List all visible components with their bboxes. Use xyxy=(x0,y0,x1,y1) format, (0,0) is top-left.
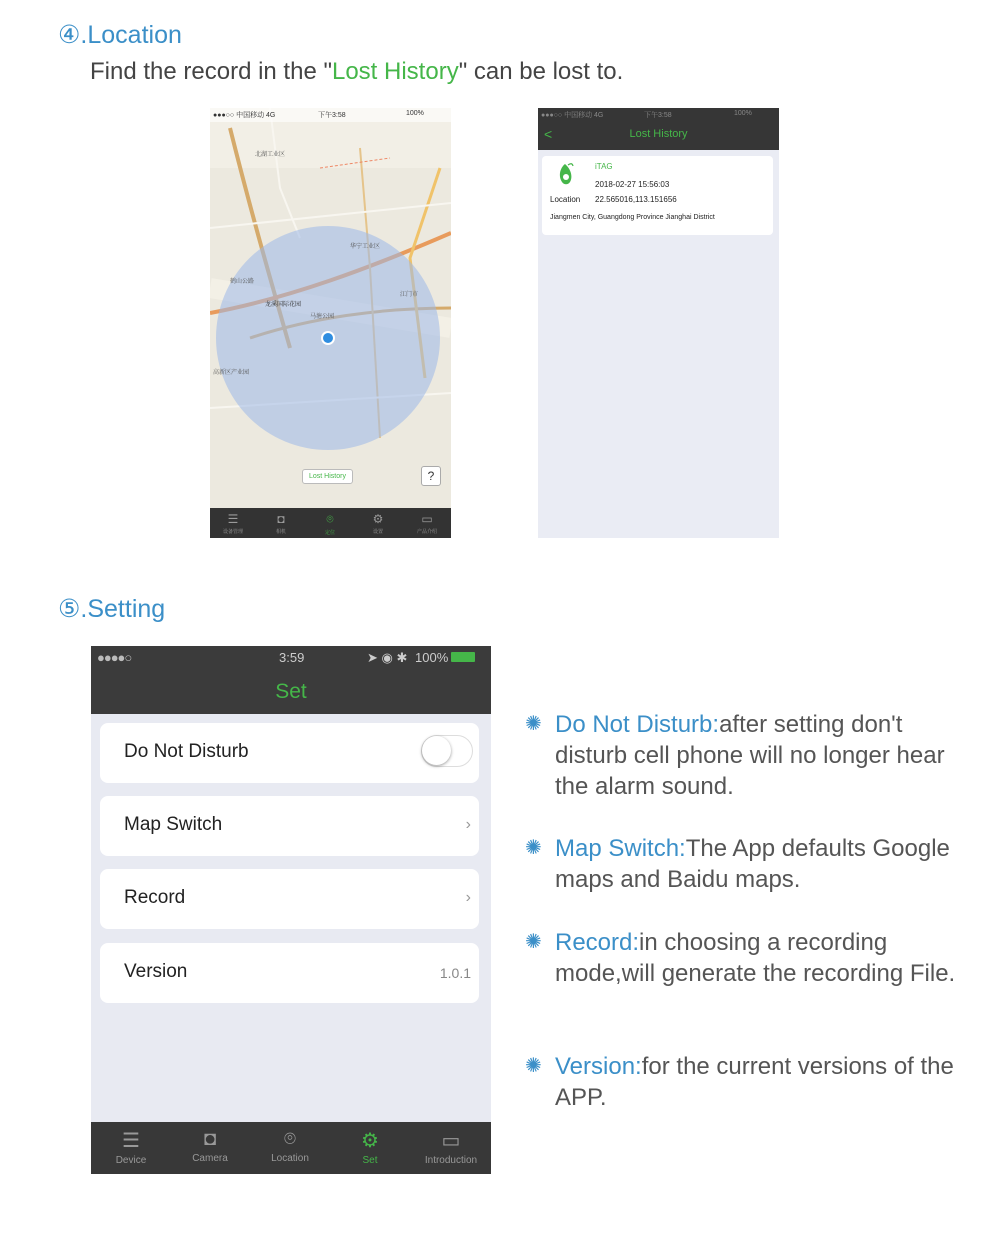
tab-device[interactable] xyxy=(91,1128,171,1166)
tab-label: Set xyxy=(362,1155,378,1166)
status-battery: 100% xyxy=(406,110,424,117)
location-label: Location xyxy=(550,195,581,204)
row-version xyxy=(100,943,479,1003)
asterisk-icon: ✺ xyxy=(525,837,542,859)
list-icon: ☰ xyxy=(122,1130,140,1152)
feature-text: The App defaults Google maps and Baidu maps. xyxy=(555,835,950,893)
feature-text: for the current versions of the APP. xyxy=(555,1053,954,1111)
tab-label: Introduction xyxy=(424,1155,478,1166)
feature-key: Version: xyxy=(555,1053,642,1080)
item-datetime: 2018-02-27 15:56:03 xyxy=(595,180,670,189)
row-record[interactable] xyxy=(100,869,479,929)
lost-history-item[interactable] xyxy=(542,156,773,235)
gear-icon: ⚙ xyxy=(361,1130,379,1152)
chevron-right-icon: › xyxy=(465,889,471,906)
location-value: 22.565016,113.151656 xyxy=(595,195,677,204)
map-label: 江门市 xyxy=(400,292,419,298)
feature-text: after setting don't disturb cell phone will no longer hear the alarm sound. xyxy=(555,711,945,800)
camera-icon: ◘ xyxy=(277,512,285,526)
map-canvas xyxy=(210,108,451,508)
tab-label: 定位 xyxy=(324,530,335,536)
status-time: 下午3:58 xyxy=(318,112,346,119)
toggle-knob xyxy=(422,736,451,765)
tab-label: 设置 xyxy=(372,529,383,535)
tab-label: 产品介绍 xyxy=(416,529,437,535)
lost-history-screen xyxy=(538,108,779,538)
tab-device[interactable] xyxy=(218,512,248,535)
description-prefix: Find the record in the " xyxy=(90,58,332,85)
feature-key: Map Switch: xyxy=(555,835,686,862)
lost-history-header xyxy=(538,108,779,150)
map-label: 鹤山公路 xyxy=(230,279,255,285)
map-tab-bar xyxy=(210,508,451,538)
lost-history-highlight: Lost History xyxy=(331,58,459,85)
tab-location[interactable] xyxy=(315,512,345,536)
location-description xyxy=(90,58,623,86)
map-status-bar xyxy=(210,108,451,122)
tab-label: 相机 xyxy=(275,529,286,535)
set-tab-bar xyxy=(91,1122,491,1174)
asterisk-icon: ✺ xyxy=(525,713,542,735)
row-map-switch[interactable] xyxy=(100,796,479,856)
battery-icon xyxy=(451,652,475,662)
status-signal: ●●●●○ xyxy=(97,650,132,665)
map-label: 华宁工业区 xyxy=(350,244,381,250)
asterisk-icon: ✺ xyxy=(525,1055,542,1077)
tab-camera[interactable] xyxy=(266,512,296,535)
do-not-disturb-toggle[interactable] xyxy=(421,735,473,767)
setting-section-title: ⑤.Setting xyxy=(58,595,166,623)
tab-set[interactable] xyxy=(330,1128,410,1166)
row-label: Map Switch xyxy=(124,814,223,835)
back-icon[interactable]: < xyxy=(544,126,553,142)
book-icon: ▭ xyxy=(421,512,433,526)
version-value: 1.0.1 xyxy=(439,965,471,981)
help-icon[interactable]: ? xyxy=(421,466,441,486)
location-section-title: ④.Location xyxy=(58,21,182,49)
tab-label: 设备管理 xyxy=(222,529,243,535)
map-screen xyxy=(210,108,451,538)
tab-label: Camera xyxy=(192,1153,228,1164)
status-time: 下午3:58 xyxy=(644,112,672,119)
tab-label: Location xyxy=(271,1153,309,1164)
tab-introduction[interactable] xyxy=(412,512,442,535)
device-name: iTAG xyxy=(595,162,613,171)
feature-text: in choosing a recording mode,will generate the recording File. xyxy=(555,929,956,987)
row-label: Do Not Disturb xyxy=(124,741,249,762)
map-label: 北湖工业区 xyxy=(255,152,286,158)
tab-label: Device xyxy=(115,1155,147,1166)
tag-icon xyxy=(556,162,574,188)
map-label: 高新区产业园 xyxy=(213,370,250,376)
asterisk-icon: ✺ xyxy=(525,931,542,953)
feature-key: Do Not Disturb: xyxy=(555,711,720,738)
map-label: 龙溪国际花园 xyxy=(265,302,302,308)
camera-icon: ◘ xyxy=(203,1128,217,1150)
set-title: Set xyxy=(275,680,307,703)
status-carrier: ●●●○○ 中国移动 4G xyxy=(213,112,276,119)
row-label: Version xyxy=(124,961,188,982)
lost-history-button[interactable]: Lost History xyxy=(302,469,353,484)
tab-location[interactable] xyxy=(250,1128,330,1164)
location-pin-icon: ⌾ xyxy=(284,1128,296,1150)
list-icon: ☰ xyxy=(227,512,239,526)
map-label: 马塘公园 xyxy=(310,314,335,320)
status-battery: 100% xyxy=(415,650,449,665)
set-screen xyxy=(91,646,491,1174)
status-time: 3:59 xyxy=(279,650,305,665)
chevron-right-icon: › xyxy=(465,816,471,833)
status-carrier: ●●●○○ 中国移动 4G xyxy=(541,112,604,119)
tab-introduction[interactable] xyxy=(411,1128,491,1166)
item-address: Jiangmen City, Guangdong Province Jianghai District xyxy=(550,214,715,221)
location-pin-icon: ⌾ xyxy=(326,512,334,526)
lost-history-title: Lost History xyxy=(629,128,688,140)
gear-icon: ⚙ xyxy=(372,512,384,526)
book-icon: ▭ xyxy=(441,1130,461,1152)
status-battery: 100% xyxy=(734,110,752,117)
row-do-not-disturb xyxy=(100,723,479,783)
description-suffix: " can be lost to. xyxy=(458,58,624,85)
row-label: Record xyxy=(124,887,186,908)
status-icons: ➤ ◉ ✱ xyxy=(367,650,408,665)
tab-camera[interactable] xyxy=(170,1128,250,1164)
tab-set[interactable] xyxy=(363,512,393,535)
set-header xyxy=(91,646,491,714)
feature-key: Record: xyxy=(555,929,640,956)
